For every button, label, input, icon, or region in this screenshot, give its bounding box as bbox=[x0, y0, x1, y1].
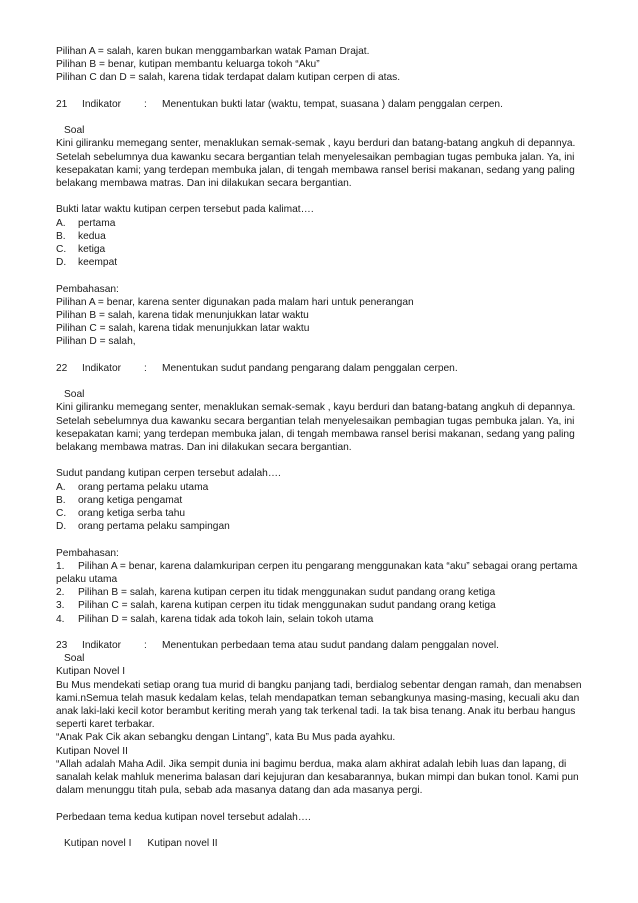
passage-line: kesepakatan kami; yang terdepan membuka jalan, di tengah membawa ransel berisi makanan, sedang yang paling bbox=[56, 428, 575, 440]
question-text: Perbedaan tema kedua kutipan novel tersebut adalah…. bbox=[56, 811, 311, 823]
soal-label: Soal bbox=[64, 653, 85, 665]
answer-line: Pilihan A = salah, karen bukan menggambarkan watak Paman Drajat. bbox=[56, 46, 370, 57]
answer-text: Pilihan A = benar, karena dalamkuripan cerpen itu pengarang menggunakan kata “aku” sebagai orang pertama bbox=[78, 560, 578, 572]
option-text: keempat bbox=[78, 257, 118, 269]
passage-line: Kini giliranku memegang senter, menaklukan semak-semak , kayu berduri dan batang-batang angkuh di depannya. bbox=[56, 402, 576, 414]
option-key: A. bbox=[56, 481, 66, 493]
option-text: orang pertama pelaku utama bbox=[78, 481, 209, 493]
passage-line: “Allah adalah Maha Adil. Jika sempit dunia ini bagimu berdua, maka alam akhirat adalah lebih luas dan lapang, di bbox=[56, 758, 567, 770]
passage-line: sanalah kelak mahluk menerima balasan dari kejujuran dan kesabarannya, bukan mimpi dan bukan tonol. Kami pun bbox=[56, 772, 579, 784]
table-header-cell: Kutipan novel I bbox=[64, 838, 132, 850]
option-text: orang pertama pelaku sampingan bbox=[78, 521, 230, 533]
passage-line: belakang membawa matras. Dan ini dilakukan secara bergantian. bbox=[56, 442, 352, 453]
answer-item bbox=[56, 599, 586, 612]
option-text: orang ketiga serba tahu bbox=[78, 508, 186, 519]
answer-line: Pilihan C = salah, karena tidak menunjukkan latar waktu bbox=[56, 323, 310, 335]
question-text: Bukti latar waktu kutipan cerpen tersebut pada kalimat…. bbox=[56, 204, 314, 216]
option-text: pertama bbox=[78, 217, 116, 229]
passage-line: kami.nSemua telah masuk kedalam kelas, telah mendapatkan teman sebangkunya masing-masing, kecuali aku dan bbox=[56, 692, 580, 704]
option bbox=[56, 520, 586, 533]
passage-line: Setelah sebelumnya dua kawanku secara bergantian telah menyelesaikan pembagian tugas pembuka jalan. Ya, ini bbox=[56, 151, 575, 163]
indikator-text: Menentukan bukti latar (waktu, tempat, suasana ) dalam penggalan cerpen. bbox=[162, 98, 503, 110]
answer-number: 1. bbox=[56, 560, 65, 572]
option-key: A. bbox=[56, 217, 66, 229]
option-text: orang ketiga pengamat bbox=[78, 494, 183, 506]
answer-continuation: pelaku utama bbox=[56, 574, 118, 585]
document-page bbox=[56, 45, 586, 850]
answer-text: Pilihan B = salah, karena kutipan cerpen itu tidak menggunakan sudut pandang orang ketiga bbox=[78, 587, 496, 599]
option bbox=[56, 243, 586, 256]
answer-line: Pilihan B = benar, kutipan membantu keluarga tokoh “Aku” bbox=[56, 59, 320, 71]
option bbox=[56, 256, 586, 269]
option-key: B. bbox=[56, 230, 66, 242]
option bbox=[56, 494, 586, 507]
indikator-colon: : bbox=[144, 640, 147, 651]
kutipan-title: Kutipan Novel I bbox=[56, 666, 126, 678]
soal-label: Soal bbox=[64, 125, 85, 137]
kutipan-title: Kutipan Novel II bbox=[56, 745, 128, 757]
indikator-label: Indikator bbox=[82, 98, 122, 110]
answer-number: 3. bbox=[56, 600, 65, 612]
option bbox=[56, 481, 586, 494]
indikator-text: Menentukan sudut pandang pengarang dalam penggalan cerpen. bbox=[162, 362, 458, 374]
answer-line: Pilihan C dan D = salah, karena tidak terdapat dalam kutipan cerpen di atas. bbox=[56, 72, 401, 84]
pembahasan-label: Pembahasan: bbox=[56, 283, 119, 295]
indikator-label: Indikator bbox=[82, 362, 122, 374]
passage-line: anak laki-laki kecil kotor berambut keriting merah yang tak terkenal tadi. Ia tak bisa tenang. Anak itu berbau hangus bbox=[56, 706, 576, 718]
option-key: B. bbox=[56, 494, 66, 506]
indikator-text: Menentukan perbedaan tema atau sudut pandang dalam penggalan novel. bbox=[162, 640, 500, 651]
option-key: D. bbox=[56, 257, 67, 269]
option-text: ketiga bbox=[78, 244, 106, 255]
indikator-23 bbox=[56, 639, 586, 652]
indikator-21 bbox=[56, 98, 586, 111]
soal-label: Soal bbox=[64, 389, 85, 401]
answer-number: 4. bbox=[56, 613, 65, 625]
passage-line: “Anak Pak Cik akan sebangku dengan Lintang”, kata Bu Mus pada ayahku. bbox=[56, 732, 396, 744]
question-number: 22 bbox=[56, 362, 68, 374]
passage-line: kesepakatan kami; yang terdepan membuka jalan, di tengah membawa ransel berisi makanan, sedang yang paling bbox=[56, 164, 575, 176]
option bbox=[56, 230, 586, 243]
option-key: D. bbox=[56, 521, 67, 533]
passage-line: belakang membawa matras. Dan ini dilakukan secara bergantian. bbox=[56, 178, 352, 189]
question-number: 21 bbox=[56, 98, 68, 110]
passage-line: seperti karet terbakar. bbox=[56, 719, 155, 731]
indikator-colon: : bbox=[144, 98, 147, 110]
question-number: 23 bbox=[56, 640, 68, 651]
answer-item bbox=[56, 586, 586, 599]
passage-line: dalam menunggu titah pula, sebab ada masanya datang dan ada masanya pergi. bbox=[56, 785, 423, 797]
option bbox=[56, 217, 586, 230]
table-header-cell: Kutipan novel II bbox=[147, 838, 218, 850]
answer-item bbox=[56, 613, 586, 626]
indikator-colon: : bbox=[144, 362, 147, 374]
option bbox=[56, 507, 586, 520]
passage-line: Bu Mus mendekati setiap orang tua murid di bangku panjang tadi, berdialog sebentar dengan ramah, dan menabsen bbox=[56, 679, 582, 691]
passage-line: Kini giliranku memegang senter, menaklukan semak-semak , kayu berduri dan batang-batang angkuh di depannya. bbox=[56, 138, 576, 150]
comparison-table-header bbox=[56, 837, 586, 850]
answer-text: Pilihan C = salah, karena kutipan cerpen itu tidak menggunakan sudut pandang orang ketiga bbox=[78, 600, 496, 612]
answer-item bbox=[56, 560, 586, 573]
answer-text: Pilihan D = salah, karena tidak ada tokoh lain, selain tokoh utama bbox=[78, 613, 374, 625]
option-key: C. bbox=[56, 244, 67, 255]
option-text: kedua bbox=[78, 230, 106, 242]
answer-number: 2. bbox=[56, 587, 65, 599]
pembahasan-label: Pembahasan: bbox=[56, 547, 119, 559]
indikator-22 bbox=[56, 362, 586, 375]
answer-line: Pilihan D = salah, bbox=[56, 336, 136, 348]
option-key: C. bbox=[56, 508, 67, 519]
answer-line: Pilihan A = benar, karena senter digunakan pada malam hari untuk penerangan bbox=[56, 296, 414, 308]
answer-line: Pilihan B = salah, karena tidak menunjukkan latar waktu bbox=[56, 310, 309, 321]
passage-line: Setelah sebelumnya dua kawanku secara bergantian telah menyelesaikan pembagian tugas pembuka jalan. Ya, ini bbox=[56, 415, 575, 427]
question-text: Sudut pandang kutipan cerpen tersebut adalah…. bbox=[56, 468, 281, 480]
indikator-label: Indikator bbox=[82, 640, 122, 651]
